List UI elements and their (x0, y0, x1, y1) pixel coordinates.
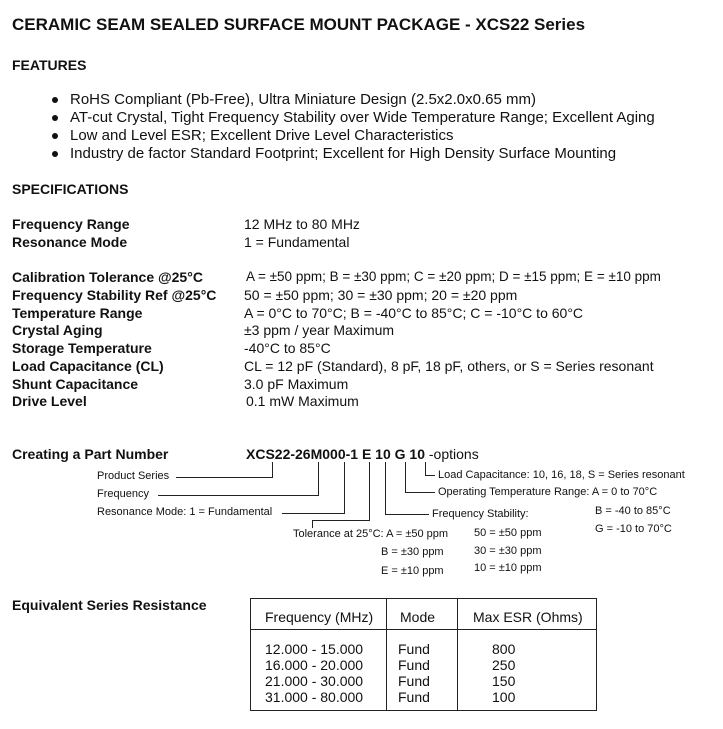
spec-value: 1 = Fundamental (244, 234, 350, 250)
spec-value: A = ±50 ppm; B = ±30 ppm; C = ±20 ppm; D = ±15 ppm; E = ±10 ppm (246, 269, 661, 284)
operating-temp-label: Operating Temperature Range: A = 0 to 70°C (438, 486, 658, 498)
connector-line (405, 462, 406, 493)
table-divider (386, 599, 387, 710)
table-divider (251, 629, 596, 630)
esr-heading: Equivalent Series Resistance (12, 597, 207, 613)
esr-column-header: Frequency (MHz) (265, 609, 374, 625)
esr-frequency: 21.000 - 30.000 (265, 673, 364, 689)
stability-10: 10 = ±10 ppm (474, 562, 542, 574)
esr-value: 800 (492, 641, 516, 657)
resonance-mode-label: Resonance Mode: 1 = Fundamental (97, 506, 273, 518)
spec-label: Crystal Aging (12, 322, 103, 338)
bullet-icon (52, 115, 58, 121)
feature-item: Low and Level ESR; Excellent Drive Level Characteristics (70, 127, 454, 144)
table-divider (457, 599, 458, 710)
connector-line (282, 513, 345, 514)
frequency-stability-label: Frequency Stability: (432, 508, 529, 520)
connector-line (176, 477, 273, 478)
esr-value: 150 (492, 673, 516, 689)
operating-temp-b: B = -40 to 85°C (595, 505, 671, 517)
connector-line (158, 495, 319, 496)
spec-value: ±3 ppm / year Maximum (244, 322, 395, 338)
part-number-line (246, 446, 479, 462)
connector-line (272, 462, 273, 478)
esr-frequency: 12.000 - 15.000 (265, 641, 364, 657)
part-number-options: -options (425, 446, 479, 462)
spec-value: 50 = ±50 ppm; 30 = ±30 ppm; 20 = ±20 ppm (244, 287, 518, 303)
spec-value: 12 MHz to 80 MHz (244, 216, 360, 232)
connector-line (405, 492, 435, 493)
esr-frequency: 31.000 - 80.000 (265, 689, 364, 705)
feature-item: Industry de factor Standard Footprint; Excellent for High Density Surface Mounting (70, 145, 617, 162)
esr-column-header: Max ESR (Ohms) (473, 609, 583, 625)
stability-50: 50 = ±50 ppm (474, 527, 542, 539)
spec-label: Frequency Stability Ref @25°C (12, 287, 217, 303)
connector-line (425, 462, 426, 476)
esr-mode: Fund (398, 641, 430, 657)
spec-value: 0.1 mW Maximum (246, 393, 359, 409)
spec-label: Drive Level (12, 393, 87, 409)
spec-value: CL = 12 pF (Standard), 8 pF, 18 pF, others, or S = Series resonant (244, 358, 654, 374)
connector-line (369, 462, 370, 521)
part-number-heading: Creating a Part Number (12, 446, 169, 462)
page-title: CERAMIC SEAM SEALED SURFACE MOUNT PACKAGE - XCS22 Series (12, 15, 586, 34)
connector-line (425, 475, 435, 476)
feature-item: RoHS Compliant (Pb-Free), Ultra Miniature Design (2.5x2.0x0.65 mm) (70, 91, 536, 108)
bullet-icon (52, 133, 58, 139)
spec-value: -40°C to 85°C (244, 340, 331, 356)
spec-label: Shunt Capacitance (12, 376, 139, 392)
operating-temp-g: G = -10 to 70°C (595, 523, 672, 535)
spec-value: A = 0°C to 70°C; B = -40°C to 85°C; C = -10°C to 60°C (244, 305, 584, 321)
esr-mode: Fund (398, 657, 430, 673)
frequency-label: Frequency (97, 488, 149, 500)
connector-line (312, 520, 313, 528)
product-series-label: Product Series (97, 470, 170, 482)
specifications-heading: SPECIFICATIONS (12, 181, 129, 197)
spec-label: Storage Temperature (12, 340, 152, 356)
spec-label: Calibration Tolerance @25°C (12, 269, 203, 285)
esr-value: 250 (492, 657, 516, 673)
tolerance-b: B = ±30 ppm (381, 546, 444, 558)
features-heading: FEATURES (12, 57, 87, 73)
connector-line (312, 520, 370, 521)
feature-item: AT-cut Crystal, Tight Frequency Stability over Wide Temperature Range; Excellent Aging (70, 109, 655, 126)
connector-line (385, 514, 429, 515)
esr-mode: Fund (398, 673, 430, 689)
spec-value: 3.0 pF Maximum (244, 376, 349, 392)
esr-table (250, 598, 597, 711)
connector-line (385, 462, 386, 515)
load-capacitance-label: Load Capacitance: 10, 16, 18, S = Series resonant (438, 469, 685, 481)
esr-value: 100 (492, 689, 516, 705)
spec-label: Temperature Range (12, 305, 143, 321)
tolerance-label: Tolerance at 25°C: A = ±50 ppm (293, 528, 449, 540)
connector-line (318, 462, 319, 496)
part-number-code: XCS22-26M000-1 E 10 G 10 (246, 446, 425, 462)
stability-30: 30 = ±30 ppm (474, 545, 542, 557)
bullet-icon (52, 151, 58, 157)
tolerance-e: E = ±10 ppm (381, 565, 444, 577)
connector-line (344, 462, 345, 514)
esr-mode: Fund (398, 689, 430, 705)
spec-label: Frequency Range (12, 216, 130, 232)
esr-frequency: 16.000 - 20.000 (265, 657, 364, 673)
spec-label: Resonance Mode (12, 234, 128, 250)
esr-column-header: Mode (400, 609, 436, 625)
bullet-icon (52, 97, 58, 103)
spec-label: Load Capacitance (CL) (12, 358, 164, 374)
